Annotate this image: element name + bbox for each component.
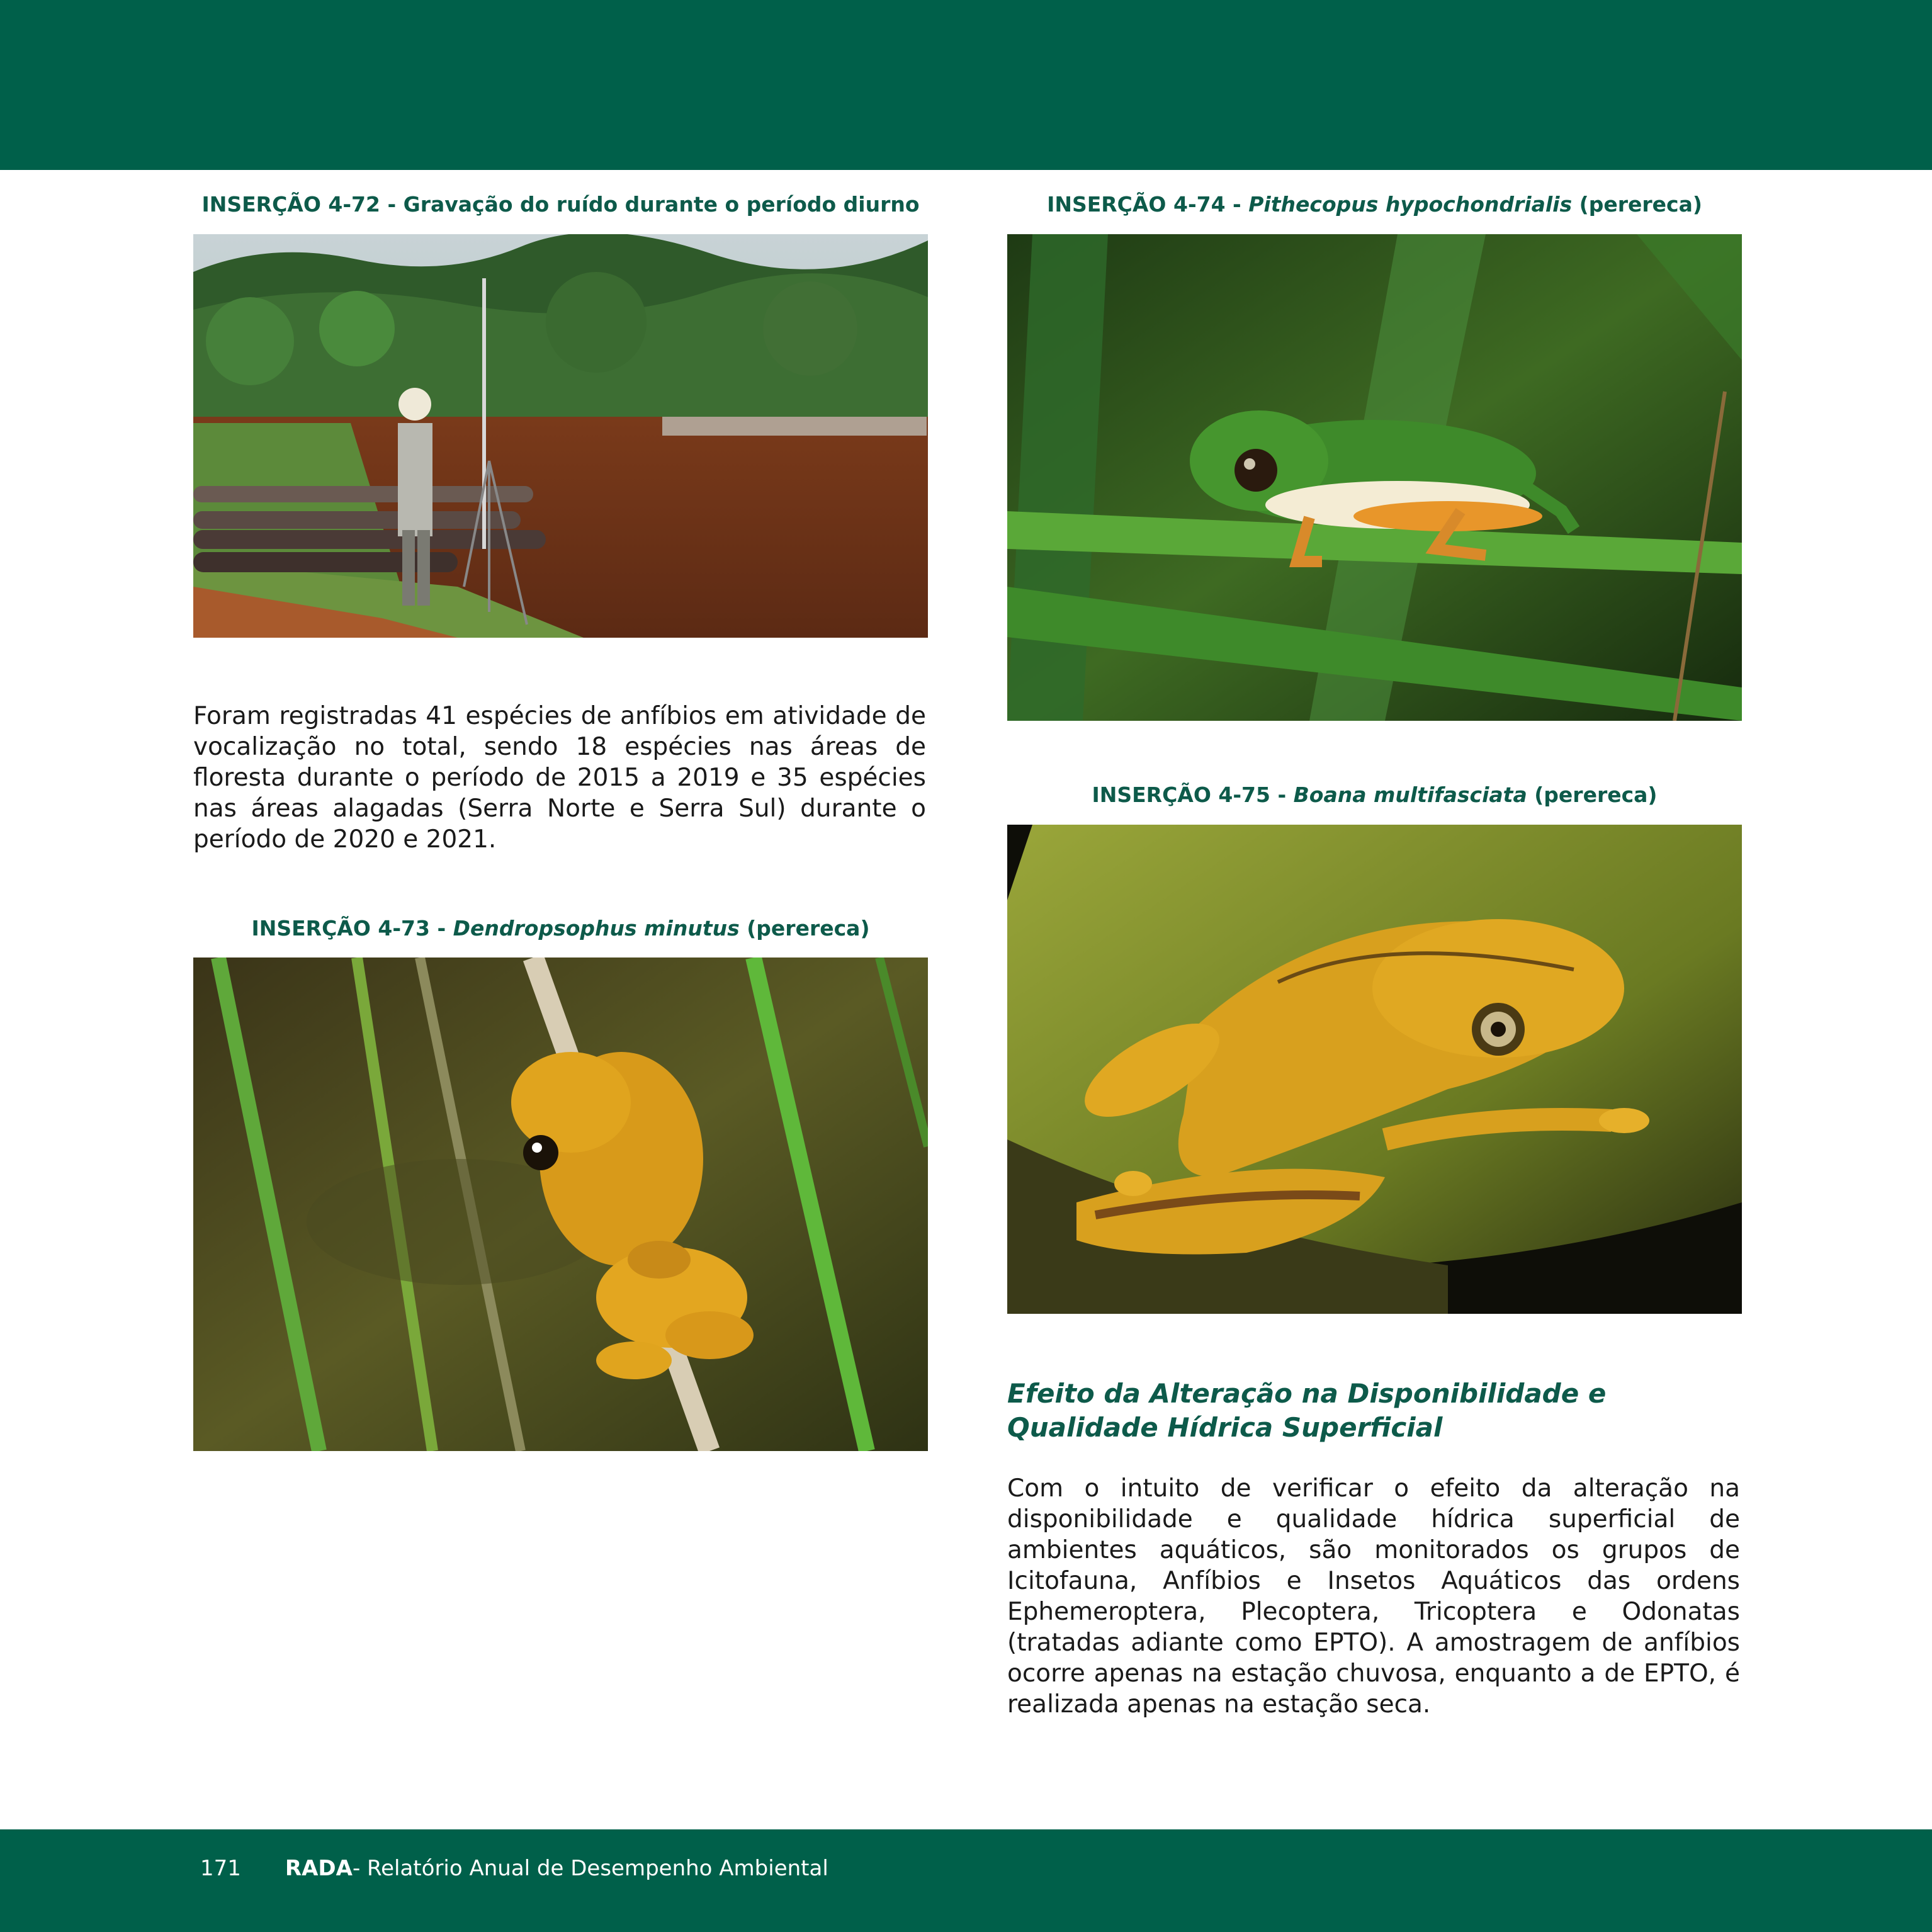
caption-prefix: INSERÇÃO 4-73 - <box>251 916 453 941</box>
footer <box>200 1850 828 1887</box>
caption-prefix: INSERÇÃO 4-72 - <box>201 192 404 217</box>
caption-text: (perereca) <box>1527 782 1658 807</box>
photo-boana-multifasciata <box>1007 825 1742 1314</box>
photo-pithecopus-hypochondrialis <box>1007 234 1742 721</box>
section-heading-efeito-alteracao: Efeito da Alteração na Disponibilidade e Qualidade Hídrica Superficial <box>1007 1378 1607 1443</box>
caption-prefix: INSERÇÃO 4-75 - <box>1092 782 1294 807</box>
caption-text: Gravação do ruído durante o período diurno <box>403 192 920 217</box>
caption-insercao-4-72 <box>193 192 928 217</box>
header-band <box>0 0 1932 170</box>
caption-species: Pithecopus hypochondrialis <box>1248 192 1573 217</box>
caption-insercao-4-73 <box>193 916 928 941</box>
caption-text: (perereca) <box>739 916 870 941</box>
caption-prefix: INSERÇÃO 4-74 - <box>1047 192 1249 217</box>
photo-noise-recording <box>193 234 928 638</box>
paragraph-anfibios-vocalizacao: Foram registradas 41 espécies de anfíbios em atividade de vocalização no total, sendo 18 espécies nas áreas de floresta durante o período de 2015 a 2019 e 35 espécies nas áreas alagadas (Serra Norte e Serra Sul) durante o período de 2020 e 2021. <box>193 702 926 854</box>
paragraph-monitoramento-grupos: Com o intuito de verificar o efeito da alteração na disponibilidade e qualidade hídrica superficial de ambientes aquáticos, são monitorados os grupos de Icitofauna, Anfíbios e Insetos Aquáticos das ordens Ephemeroptera, Plecoptera, Tricoptera e Odonatas (tratadas adiante como EPTO). A amostragem de anfíbios ocorre apenas na estação chuvosa, enquanto a de EPTO, é realizada apenas na estação seca. <box>1007 1474 1740 1719</box>
photo-dendropsophus-minutus <box>193 958 928 1451</box>
caption-species: Boana multifasciata <box>1293 782 1527 807</box>
footer-title: - Relatório Anual de Desempenho Ambiental <box>352 1856 828 1881</box>
footer-brand: RADA <box>285 1856 353 1881</box>
caption-text: (perereca) <box>1572 192 1702 217</box>
caption-insercao-4-75 <box>1007 782 1742 807</box>
caption-species: Dendropsophus minutus <box>453 916 740 941</box>
caption-insercao-4-74 <box>1007 192 1742 217</box>
page-number: 171 <box>200 1856 241 1881</box>
